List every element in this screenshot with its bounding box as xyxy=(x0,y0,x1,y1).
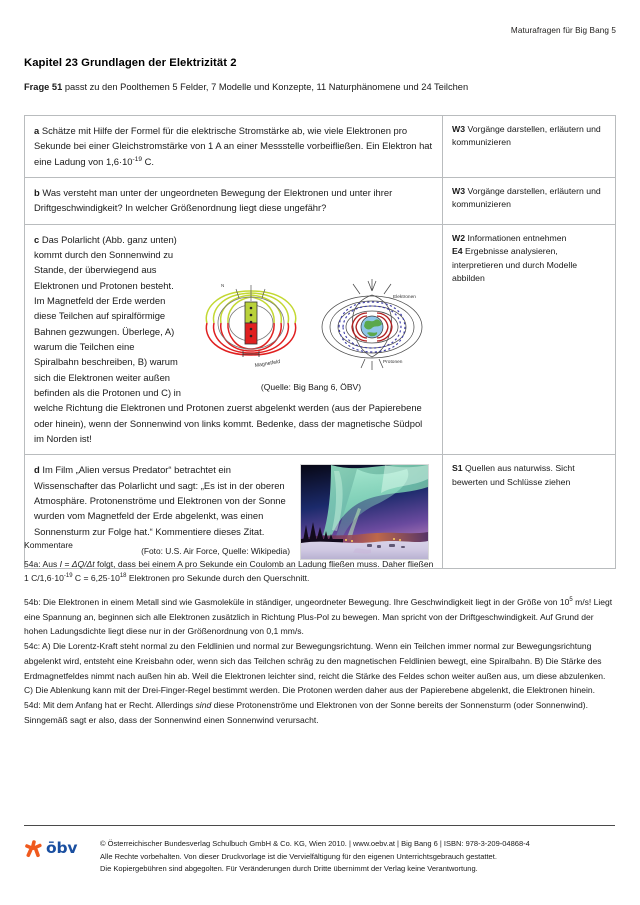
earth-magnetosphere-diagram xyxy=(315,271,429,375)
table-row xyxy=(25,177,616,224)
k54b-sup: 5 xyxy=(569,597,573,604)
footer-copyright xyxy=(100,838,530,876)
photo-caption-d: (Foto: U.S. Air Force, Quelle: Wikipedia) xyxy=(141,545,290,556)
question-subtitle xyxy=(24,82,468,92)
k54a-pre: 54a: Aus xyxy=(24,558,60,569)
k54b-pre: 54b: Die Elektronen in einem Metall sind wie Gasmoleküle in ständiger, ungeordneter Bewegung. Ihre Geschwindigkeit liegt in der Größe von 10 xyxy=(24,597,570,608)
task-text-a-tail: C. xyxy=(142,155,155,167)
k54b-post: m/s! Liegt eine Spannung an, beginnen sich alle Elektronen zusätzlich in Richtung Plus-Pol zu bewegen. Man spricht von der Driftgeschwindigkeit. Auf Grund der hohen Ladungsdichte liegt diese nur in der Größenordnung von 0,1 mm/s. xyxy=(24,597,613,637)
task-exponent-a: -19 xyxy=(132,155,143,163)
k54d-italic: sind xyxy=(195,699,212,710)
competence-cell-a xyxy=(443,116,616,178)
competence-code-c-1: W2 xyxy=(452,232,466,243)
competence-code-b: W3 xyxy=(452,185,466,196)
competence-cell-c xyxy=(443,224,616,455)
k54a2-pre: 1 C/1,6·10 xyxy=(24,573,64,584)
table-row xyxy=(25,116,616,178)
question-number: Frage 51 xyxy=(24,82,63,92)
k54d-post: diese Protonenströme und Elektronen von der Sonne bereits der Sonnensturm (oder Sonnenwind). Sinngemäß sagt er also, dass der Sonnenwind einen Sonnenwind verursacht. xyxy=(24,699,588,725)
competence-cell-b xyxy=(443,177,616,224)
question-topics: passt zu den Poolthemen 5 Felder, 7 Modelle und Konzepte, 11 Naturphänomene und 24 Teilchen xyxy=(62,82,469,92)
kommentar-54a-line2 xyxy=(24,571,615,586)
task-text-b: Was versteht man unter der ungeordneten Bewegung der Elektronen und unter ihrer Driftgeschwindigkeit? In welcher Größenordnung liegt diese ungefähr? xyxy=(34,186,393,214)
figure-caption-c: (Quelle: Big Bang 6, ÖBV) xyxy=(260,381,362,392)
k54a2-mid: C = 6,25·10 xyxy=(72,573,120,584)
kommentare-section xyxy=(24,538,615,727)
kommentar-54a-line1 xyxy=(24,557,615,572)
k54d-pre: 54d: Mit dem Anfang hat er Recht. Allerdings xyxy=(24,699,196,710)
kommentar-54b xyxy=(24,595,615,639)
kommentare-title: Kommentare xyxy=(24,540,73,550)
footer xyxy=(24,838,615,876)
task-text-c: Das Polarlicht (Abb. ganz unten) kommt durch den Sonnenwind zu Stande, der überwiegend aus Elektronen und Protonen besteht. Im Magnetfeld der Erde werden diese Teilchen auf spiralförmige Bahnen gezwungen. Überlege, A) warum die Teilchen eine Spiralbahn beschreiben, B) warum sich die Elektronen weiter außen befinden als die Protonen und C) in welche Richtung die Elektronen und Protonen zuerst abgelenkt werden (aus der Papierebene oder hinein), wenn der Sonnenwind von links kommt. Bedenke, dass der magnetische Südpol im Norden ist! xyxy=(34,233,423,444)
competence-code-c-2: E4 xyxy=(452,246,463,257)
magnetic-field-figure xyxy=(189,271,433,394)
k54a2-sup1: -19 xyxy=(63,573,73,580)
task-cell-c xyxy=(25,224,443,455)
footer-line-2: Alle Rechte vorbehalten. Von dieser Druckvorlage ist die Vervielfältigung für den eigenen Unterrichtsgebrauch gestattet. xyxy=(100,851,497,861)
task-label-d: d xyxy=(34,464,40,476)
magnetfeld-label: Magnetfeld xyxy=(254,358,281,369)
footer-divider xyxy=(24,825,615,826)
running-header: Maturafragen für Big Bang 5 xyxy=(510,26,616,35)
task-text-d: Im Film „Alien versus Predator“ betrachtet ein Wissenschafter das Polarlicht und sagt: „Es ist in der oberen Atmosphäre. Protonenströme und Elektronen von der Sonne wurden vom Magnetfeld der Erde abgelenkt, was einen Sonnensturm zur Folge hat.“ Kommentiere dieses Zitat. xyxy=(34,464,286,537)
elektronen-label: Elektronen xyxy=(393,294,416,300)
k54a2-sup2: 18 xyxy=(119,573,127,580)
competence-code-a: W3 xyxy=(452,124,466,134)
task-text-a: Schätze mit Hilfe der Formel für die elektrische Stromstärke ab, wie viele Elektronen pro Sekunde bei einer Gleichstromstärke von 1 A an einer Messstelle vorbeifließen. Ein Elektron hat eine Ladung von 1,6·10 xyxy=(34,125,433,167)
k54a2-post: Elektronen pro Sekunde durch den Querschnitt. xyxy=(126,573,310,584)
obv-wordmark: ōbv xyxy=(46,838,78,857)
competence-text-c-1: Informationen entnehmen xyxy=(465,232,567,243)
protonen-label: Protonen xyxy=(383,359,403,365)
competence-text-c-2: Ergebnisse analysieren, interpretieren und durch Modelle abbilden xyxy=(452,246,578,284)
task-label-b: b xyxy=(34,186,40,198)
kommentar-54d xyxy=(24,698,615,727)
task-cell-b xyxy=(25,177,443,224)
page-title: Kapitel 23 Grundlagen der Elektrizität 2 xyxy=(24,57,237,69)
competence-text-b: Vorgänge darstellen, erläutern und kommunizieren xyxy=(452,185,601,210)
north-pole-label: N xyxy=(221,282,225,288)
star-asterisk-icon xyxy=(24,839,43,858)
task-label-a: a xyxy=(34,125,40,136)
task-table xyxy=(24,115,616,569)
competence-code-d: S1 xyxy=(452,463,463,474)
competence-text-d: Quellen aus naturwiss. Sicht bewerten und Schlüsse ziehen xyxy=(452,463,575,487)
kommentar-54c: 54c: A) Die Lorentz-Kraft steht normal zu den Feldlinien und normal zur Bewegungsrichtung. Wenn ein Teilchen immer normal zur Bewegungsrichtung abgelenkt wird, entsteht eine Kreisbahn oder, wenn sich das Teilchen schräg zu den magnetischen Feldlinien bewegt, eine Spiralbahn. B) Die Stärke des Erdmagnetfeldes nimmt nach außen hin ab. Weil die Elektronen leichter sind, reicht die Stärke des Feldes schon weiter außen aus, um diese abzulenken. C) Die Ablenkung kann mit der Drei-Finger-Regel bestimmt werden. Die Protonen werden daher aus der Papierebene abgelenkt, die Elektronen hinein. xyxy=(24,641,606,696)
footer-line-3: Die Kopiergebühren sind abgegolten. Für Veränderungen durch Dritte übernimmt der Verlag keine Verantwortung. xyxy=(100,864,478,874)
table-row xyxy=(25,224,616,455)
obv-logo xyxy=(24,838,90,858)
task-cell-a xyxy=(25,116,443,178)
task-label-c: c xyxy=(34,233,40,245)
competence-text-a: Vorgänge darstellen, erläutern und kommunizieren xyxy=(452,124,601,148)
footer-line-1: © Österreichischer Bundesverlag Schulbuch GmbH & Co. KG, Wien 2010. | www.oebv.at | Big Bang 6 | ISBN: 978-3-209-04868-4 xyxy=(100,839,530,848)
k54a-formula: I = ΔQ/Δt xyxy=(59,558,95,569)
bar-magnet-field-diagram xyxy=(193,271,309,375)
k54a-post: folgt, dass bei einem A pro Sekunde ein Coulomb an Ladung fließen muss. Daher fließen xyxy=(94,558,434,569)
